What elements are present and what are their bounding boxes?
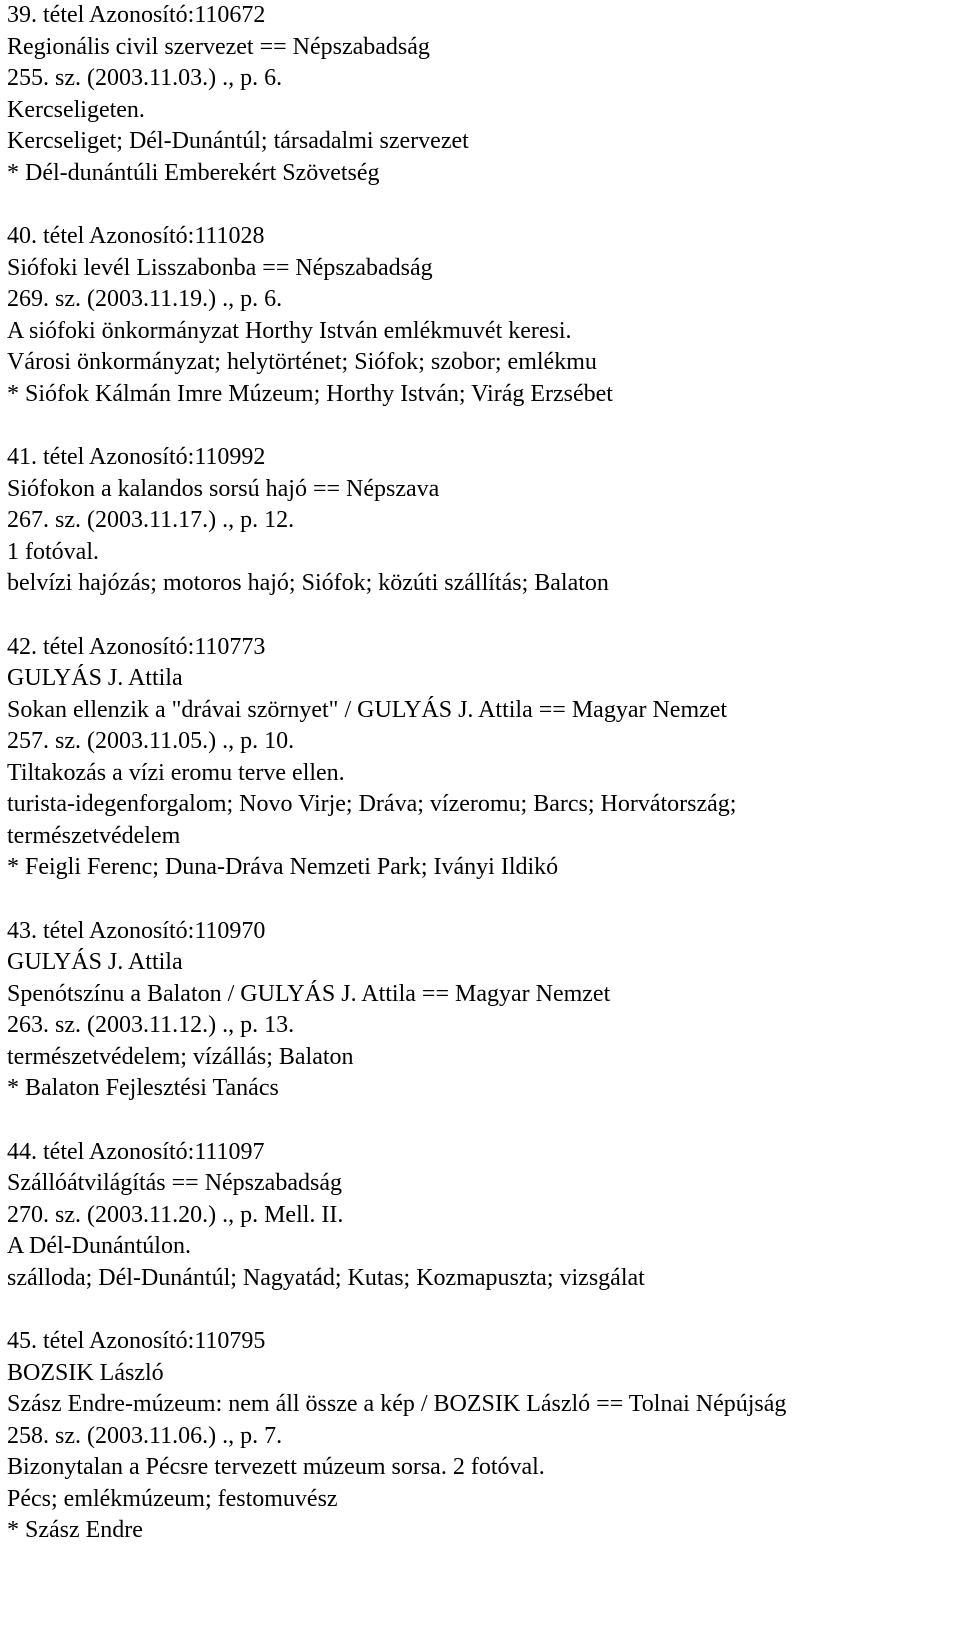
entry-source: 257. sz. (2003.11.05.) ., p. 10.: [7, 728, 295, 754]
entry-names: * Dél-dunántúli Emberekért Szövetség: [7, 159, 380, 186]
entry-source: 263. sz. (2003.11.12.) ., p. 13.: [7, 1012, 295, 1038]
entry-keywords: Pécs; emlékmúzeum; festomuvész: [7, 1485, 338, 1512]
entry-title: Szállóátvilágítás == Népszabadság: [7, 1170, 342, 1196]
entry-keywords: Városi önkormányzat; helytörténet; Siófok; szobor; emlékmu: [7, 349, 597, 375]
entry-note: 1 fotóval.: [7, 538, 99, 565]
entry-source: 258. sz. (2003.11.06.) ., p. 7.: [7, 1422, 283, 1449]
entry-title: Regionális civil szervezet == Népszabadság: [7, 33, 430, 60]
entry-heading: 44. tétel Azonosító:111097: [7, 1138, 265, 1165]
entry-source: 267. sz. (2003.11.17.) ., p. 12.: [7, 507, 295, 533]
catalog-entry-45: [7, 1326, 957, 1547]
entry-title: Sokan ellenzik a "drávai szörnyet" / GULYÁS J. Attila == Magyar Nemzet: [7, 696, 728, 723]
entry-title: Spenótszínu a Balaton / GULYÁS J. Attila == Magyar Nemzet: [7, 980, 611, 1007]
entry-author: BOZSIK László: [7, 1359, 164, 1386]
entry-heading: 40. tétel Azonosító:111028: [7, 223, 265, 249]
entry-keywords: belvízi hajózás; motoros hajó; Siófok; közúti szállítás; Balaton: [7, 570, 609, 596]
catalog-entry-40: [7, 221, 957, 410]
entry-heading: 45. tétel Azonosító:110795: [7, 1328, 266, 1354]
catalog-entry-41: [7, 442, 957, 600]
entry-names: * Szász Endre: [7, 1517, 143, 1543]
entry-title: Siófoki levél Lisszabonba == Népszabadság: [7, 254, 433, 281]
entry-source: 255. sz. (2003.11.03.) ., p. 6.: [7, 65, 283, 91]
entry-names: * Balaton Fejlesztési Tanács: [7, 1075, 279, 1101]
entry-note: A Dél-Dunántúlon.: [7, 1233, 191, 1259]
catalog-entry-43: [7, 916, 957, 1105]
entry-title: Szász Endre-múzeum: nem áll össze a kép / BOZSIK László == Tolnai Népújság: [7, 1391, 787, 1417]
entry-names: * Siófok Kálmán Imre Múzeum; Horthy István; Virág Erzsébet: [7, 380, 613, 407]
entry-heading: 42. tétel Azonosító:110773: [7, 633, 266, 660]
entry-author: GULYÁS J. Attila: [7, 949, 183, 975]
catalog-entry-42: [7, 632, 957, 884]
entry-names: * Feigli Ferenc; Duna-Dráva Nemzeti Park; Iványi Ildikó: [7, 854, 559, 880]
document-page: [7, 0, 957, 1579]
entry-note: A siófoki önkormányzat Horthy István emlékmuvét keresi.: [7, 317, 572, 344]
entry-keywords: természetvédelem; vízállás; Balaton: [7, 1043, 354, 1070]
entry-source: 270. sz. (2003.11.20.) ., p. Mell. II.: [7, 1201, 344, 1228]
catalog-entry-39: [7, 0, 957, 189]
entry-heading: 41. tétel Azonosító:110992: [7, 444, 266, 470]
entry-keywords: turista-idegenforgalom; Novo Virje; Dráva; vízeromu; Barcs; Horvátország;: [7, 791, 737, 817]
entry-note: Kercseligeten.: [7, 96, 145, 123]
entry-keywords-continued: természetvédelem: [7, 822, 181, 849]
entry-keywords: Kercseliget; Dél-Dunántúl; társadalmi szervezet: [7, 128, 469, 154]
entry-note: Tiltakozás a vízi eromu terve ellen.: [7, 759, 345, 786]
entry-title: Siófokon a kalandos sorsú hajó == Népszava: [7, 475, 440, 502]
catalog-entry-44: [7, 1137, 957, 1295]
entry-keywords: szálloda; Dél-Dunántúl; Nagyatád; Kutas; Kozmapuszta; vizsgálat: [7, 1264, 645, 1291]
entry-note: Bizonytalan a Pécsre tervezett múzeum sorsa. 2 fotóval.: [7, 1454, 545, 1480]
entry-author: GULYÁS J. Attila: [7, 665, 183, 691]
entry-heading: 39. tétel Azonosító:110672: [7, 2, 266, 28]
entry-heading: 43. tétel Azonosító:110970: [7, 917, 266, 944]
entry-source: 269. sz. (2003.11.19.) ., p. 6.: [7, 286, 283, 312]
